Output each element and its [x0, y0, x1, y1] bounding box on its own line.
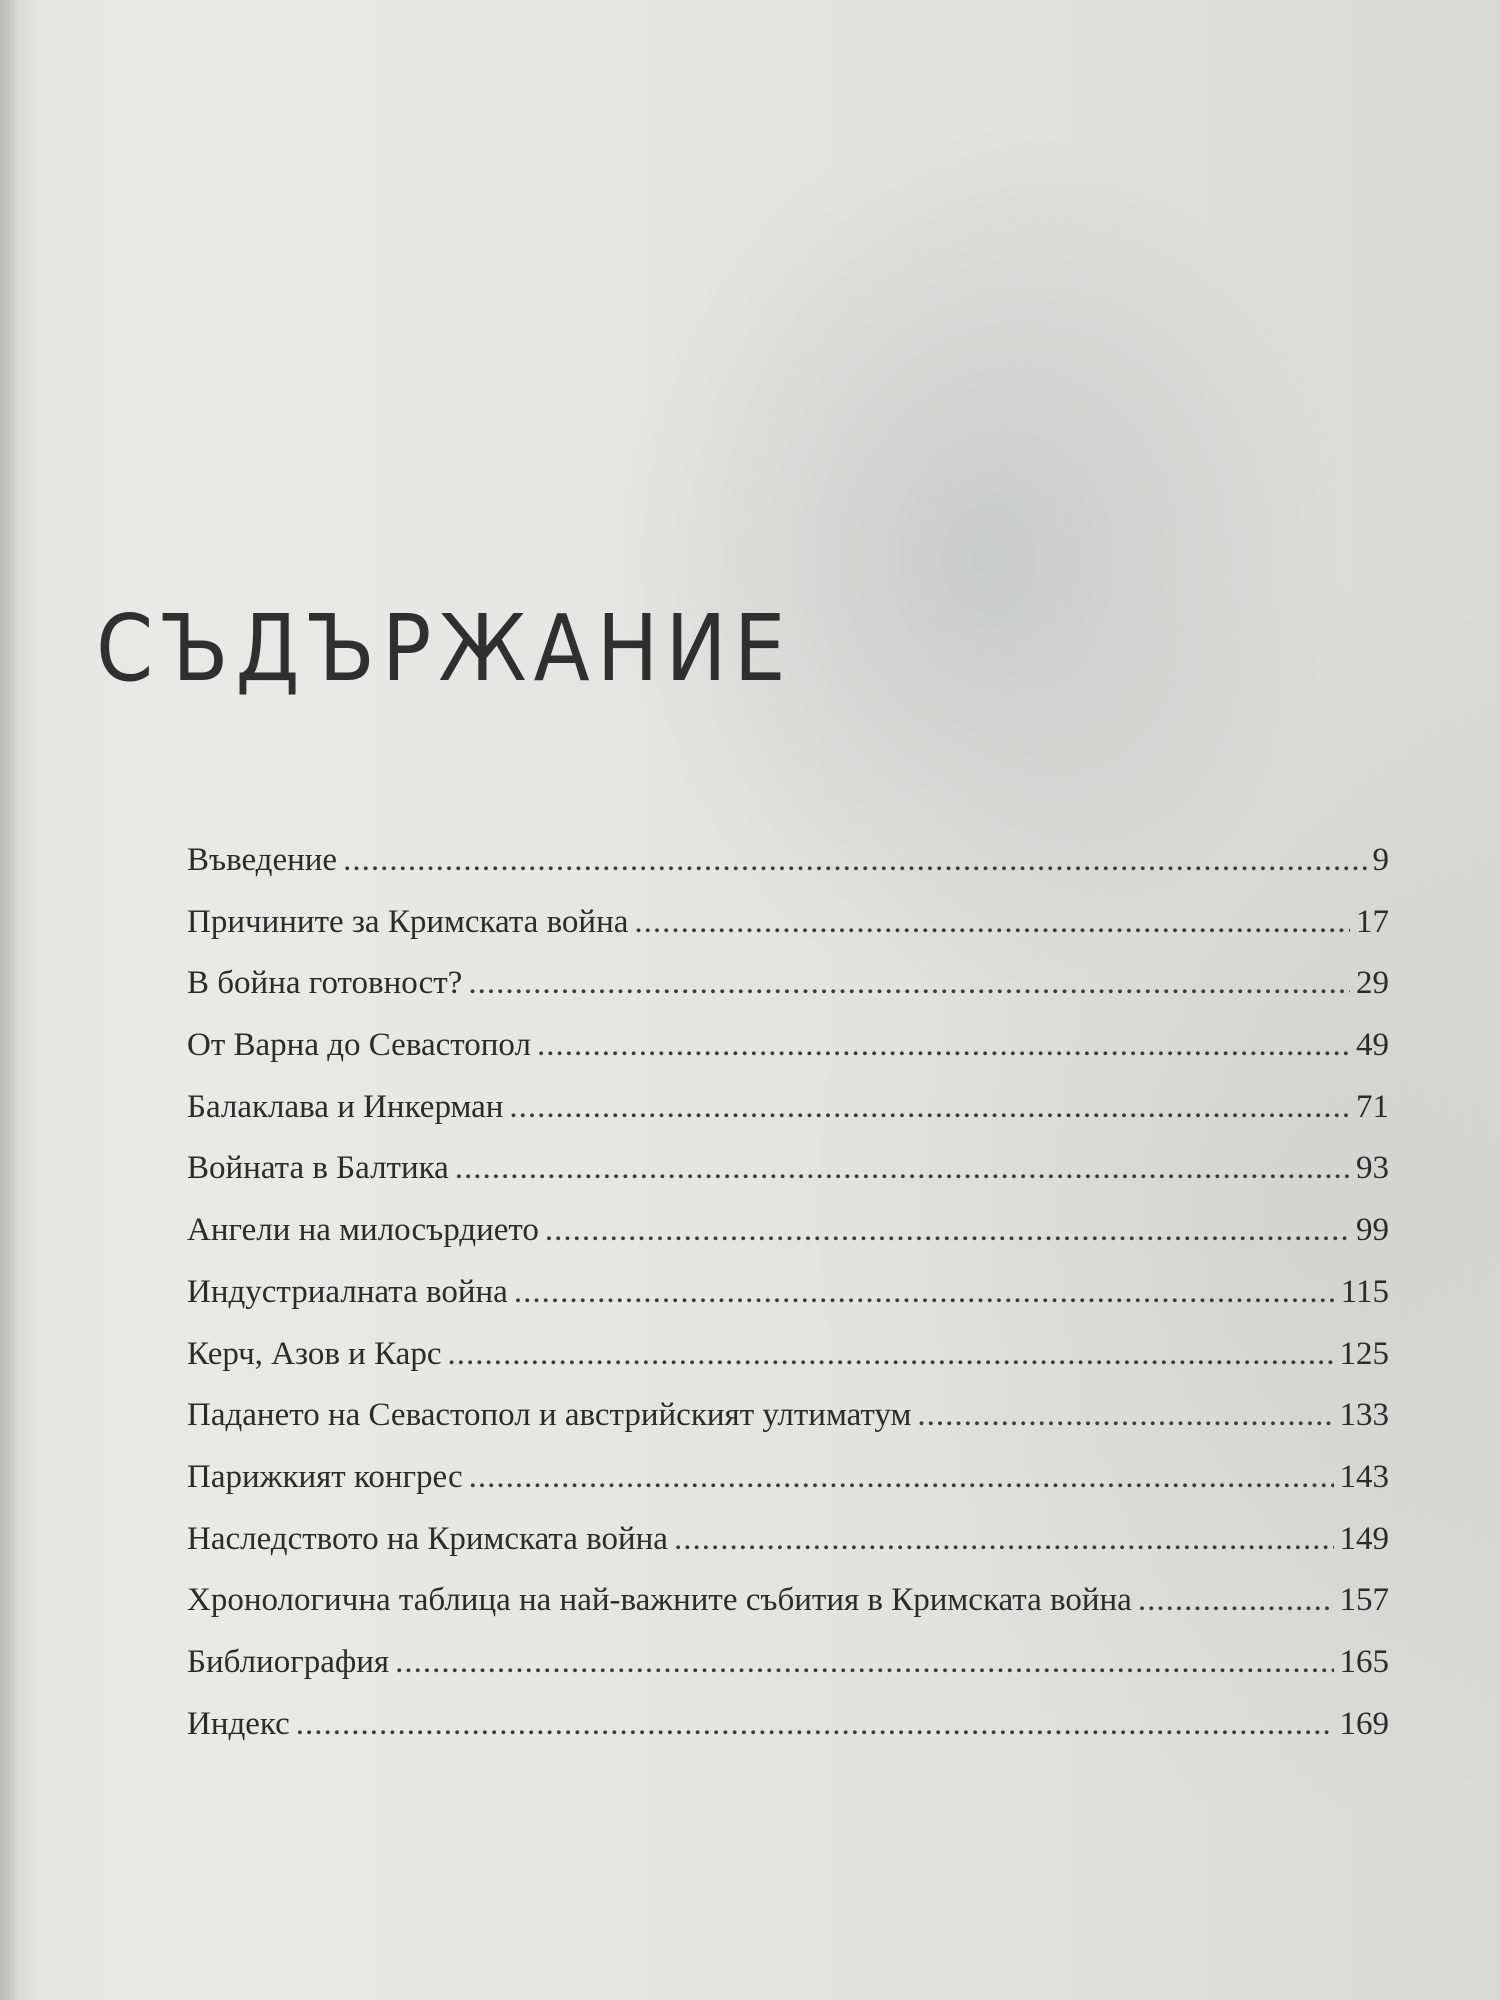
toc-entry-page: 165: [1339, 1643, 1389, 1680]
toc-entry: [187, 1582, 1389, 1644]
toc-entry: [187, 1274, 1389, 1336]
toc-entry: [187, 1644, 1389, 1706]
toc-entry-title: Библиография: [187, 1643, 390, 1680]
dot-leader: [468, 965, 1350, 1002]
toc-entry: [187, 1089, 1389, 1151]
toc-entry-page: 125: [1339, 1335, 1389, 1372]
toc-entry-page: 115: [1340, 1273, 1389, 1310]
toc-entry-page: 143: [1339, 1458, 1389, 1495]
dot-leader: [674, 1521, 1334, 1558]
toc-entry: [187, 1706, 1389, 1768]
dot-leader: [447, 1336, 1333, 1373]
toc-entry-page: 99: [1356, 1212, 1389, 1249]
toc-entry-page: 17: [1356, 903, 1389, 940]
toc-entry-page: 71: [1356, 1088, 1389, 1125]
toc-entry-title: Въведение: [187, 842, 338, 878]
toc-entry: [187, 1459, 1389, 1521]
dot-leader: [455, 1150, 1350, 1187]
toc-entry-title: Индустриалната война: [187, 1273, 508, 1310]
dot-leader: [545, 1212, 1350, 1249]
toc-entry-title: Ангели на милосърдието: [187, 1212, 539, 1249]
toc-entry: [187, 1150, 1389, 1212]
toc-entry-title: Парижкият конгрес: [187, 1458, 463, 1495]
dot-leader: [634, 904, 1350, 941]
dot-leader: [917, 1397, 1333, 1434]
dot-leader: [343, 842, 1366, 879]
toc-entry-page: 169: [1339, 1705, 1389, 1742]
toc-entry-page: 149: [1339, 1520, 1389, 1557]
toc-entry: [187, 965, 1389, 1027]
toc-entry-title: Индекс: [187, 1705, 290, 1742]
toc-entry-title: Хронологична таблица на най-важните събития в Кримската война: [187, 1582, 1132, 1619]
toc-entry-page: 133: [1339, 1397, 1389, 1434]
toc-entry-title: Керч, Азов и Карс: [187, 1335, 442, 1372]
dot-leader: [395, 1644, 1333, 1681]
dot-leader: [296, 1706, 1334, 1743]
table-of-contents: [187, 842, 1389, 1767]
toc-entry-page: 93: [1356, 1150, 1389, 1187]
toc-entry: [187, 1027, 1389, 1089]
toc-entry: [187, 842, 1389, 904]
toc-entry: [187, 1212, 1389, 1274]
toc-entry: [187, 904, 1389, 966]
toc-entry-title: Войната в Балтика: [187, 1150, 449, 1187]
dot-leader: [1138, 1582, 1334, 1619]
page-title: СЪДЪРЖАНИЕ: [96, 596, 793, 703]
dot-leader: [469, 1459, 1334, 1496]
toc-entry-title: В бойна готовност?: [187, 965, 463, 1002]
dot-leader: [514, 1274, 1335, 1311]
dot-leader: [509, 1089, 1350, 1126]
toc-entry-title: Причините за Кримската война: [187, 903, 629, 940]
spine-shadow: [0, 0, 18, 2000]
toc-entry-page: 49: [1356, 1027, 1389, 1064]
toc-entry: [187, 1336, 1389, 1398]
toc-entry-page: 157: [1339, 1582, 1389, 1619]
toc-entry-title: От Варна до Севастопол: [187, 1027, 531, 1064]
dot-leader: [537, 1027, 1350, 1064]
toc-entry-page: 29: [1356, 965, 1389, 1002]
toc-entry-title: Падането на Севастопол и австрийският ултиматум: [187, 1397, 912, 1434]
toc-entry-page: 9: [1372, 842, 1389, 878]
toc-entry-title: Наследството на Кримската война: [187, 1520, 668, 1557]
toc-entry-title: Балаклава и Инкерман: [187, 1088, 504, 1125]
toc-entry: [187, 1397, 1389, 1459]
toc-entry: [187, 1521, 1389, 1583]
